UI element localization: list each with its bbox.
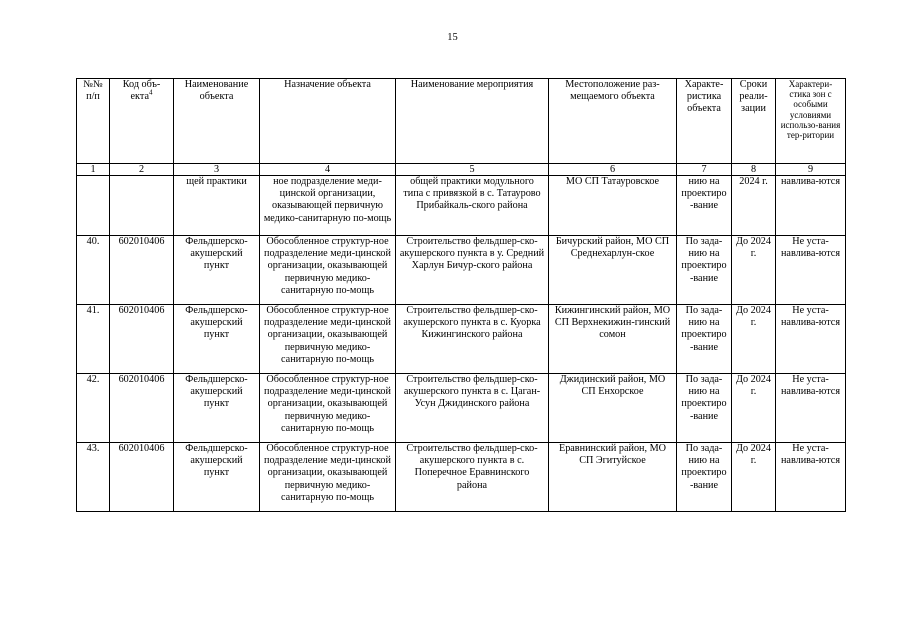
cell-implementation-term: 2024 г. (732, 176, 776, 236)
cell-object-name: Фельдшерско-акушерский пункт (174, 374, 260, 443)
cell-object-code: 602010406 (110, 236, 174, 305)
table-row (77, 236, 846, 305)
objects-table (76, 78, 846, 512)
table-row (77, 443, 846, 512)
header-code-text: Код объ-екта (122, 79, 161, 103)
cell-object-name: Фельдшерско-акушерский пункт (174, 236, 260, 305)
header-event: Наименование мероприятия (396, 79, 549, 164)
header-location: Местоположение раз-мещаемого объекта (549, 79, 677, 164)
cell-implementation-term: До 2024 г. (732, 305, 776, 374)
cell-event-name: Строительство фельдшер-ско-акушерского пункта в у. Средний Харлун Бичур-ского района (396, 236, 549, 305)
cell-object-characteristic: По зада-нию на проектиро-вание (677, 374, 732, 443)
table-row (77, 176, 846, 236)
cell-object-characteristic: По зада-нию на проектиро-вание (677, 236, 732, 305)
cell-object-characteristic: По зада-нию на проектиро-вание (677, 305, 732, 374)
cell-object-purpose: Обособленное структур-ное подразделение меди-цинской организации, оказывающей первичную медико-санитарную по-мощь (260, 305, 396, 374)
cell-event-name: Строительство фельдшер-ско-акушерского пункта в с. Цаган-Усун Джидинского района (396, 374, 549, 443)
column-number: 7 (677, 164, 732, 176)
cell-implementation-term: До 2024 г. (732, 236, 776, 305)
cell-object-characteristic: нию на проектиро-вание (677, 176, 732, 236)
column-number: 6 (549, 164, 677, 176)
cell-location: Джидинский район, МО СП Енхорское (549, 374, 677, 443)
column-number: 2 (110, 164, 174, 176)
header-zone: Характери-стика зон с особыми условиями использо-вания тер-ритории (776, 79, 846, 164)
cell-object-name: Фельдшерско-акушерский пункт (174, 305, 260, 374)
column-number: 8 (732, 164, 776, 176)
cell-object-name: Фельдшерско-акушерский пункт (174, 443, 260, 512)
cell-object-code: 602010406 (110, 374, 174, 443)
cell-row-number: 42. (77, 374, 110, 443)
header-row (77, 79, 846, 164)
column-number: 3 (174, 164, 260, 176)
cell-location: МО СП Татауровское (549, 176, 677, 236)
cell-event-name: общей практики модульного типа с привязкой в с. Татаурово Прибайкаль-ского района (396, 176, 549, 236)
footnote-ref: 4 (148, 88, 153, 97)
cell-row-number (77, 176, 110, 236)
header-code (110, 79, 174, 164)
header-num: №№ п/п (77, 79, 110, 164)
cell-zone-characteristic: Не уста-навлива-ются (776, 236, 846, 305)
cell-row-number: 41. (77, 305, 110, 374)
header-character: Характе-ристика объекта (677, 79, 732, 164)
header-name: Наименование объекта (174, 79, 260, 164)
cell-location: Бичурский район, МО СП Среднехарлун-ское (549, 236, 677, 305)
cell-row-number: 43. (77, 443, 110, 512)
column-numbers-row (77, 164, 846, 176)
cell-event-name: Строительство фельдшер-ско-акушерского пункта в с. Куорка Кижингинского района (396, 305, 549, 374)
cell-object-purpose: Обособленное структур-ное подразделение меди-цинской организации, оказывающей первичную медико-санитарную по-мощь (260, 236, 396, 305)
cell-object-code (110, 176, 174, 236)
cell-event-name: Строительство фельдшер-ско-акушерского пункта в с. Поперечное Еравнинского района (396, 443, 549, 512)
table-row (77, 374, 846, 443)
page-number: 15 (447, 32, 458, 43)
header-purpose: Назначение объекта (260, 79, 396, 164)
cell-object-code: 602010406 (110, 443, 174, 512)
column-number: 4 (260, 164, 396, 176)
cell-location: Кижингинский район, МО СП Верхнекижин-гинский сомон (549, 305, 677, 374)
header-terms: Сроки реали-зации (732, 79, 776, 164)
cell-zone-characteristic: навлива-ются (776, 176, 846, 236)
column-number: 5 (396, 164, 549, 176)
table-row (77, 305, 846, 374)
cell-object-purpose: Обособленное структур-ное подразделение меди-цинской организации, оказывающей первичную медико-санитарную по-мощь (260, 443, 396, 512)
column-number: 9 (776, 164, 846, 176)
cell-object-code: 602010406 (110, 305, 174, 374)
cell-object-characteristic: По зада-нию на проектиро-вание (677, 443, 732, 512)
cell-zone-characteristic: Не уста-навлива-ются (776, 443, 846, 512)
column-number: 1 (77, 164, 110, 176)
cell-object-purpose: ное подразделение меди-цинской организации, оказывающей первичную медико-санитарную по-мощь (260, 176, 396, 236)
cell-row-number: 40. (77, 236, 110, 305)
cell-zone-characteristic: Не уста-навлива-ются (776, 305, 846, 374)
cell-object-purpose: Обособленное структур-ное подразделение меди-цинской организации, оказывающей первичную медико-санитарную по-мощь (260, 374, 396, 443)
cell-implementation-term: До 2024 г. (732, 374, 776, 443)
cell-object-name: щей практики (174, 176, 260, 236)
cell-location: Еравнинский район, МО СП Эгитуйское (549, 443, 677, 512)
cell-zone-characteristic: Не уста-навлива-ются (776, 374, 846, 443)
cell-implementation-term: До 2024 г. (732, 443, 776, 512)
